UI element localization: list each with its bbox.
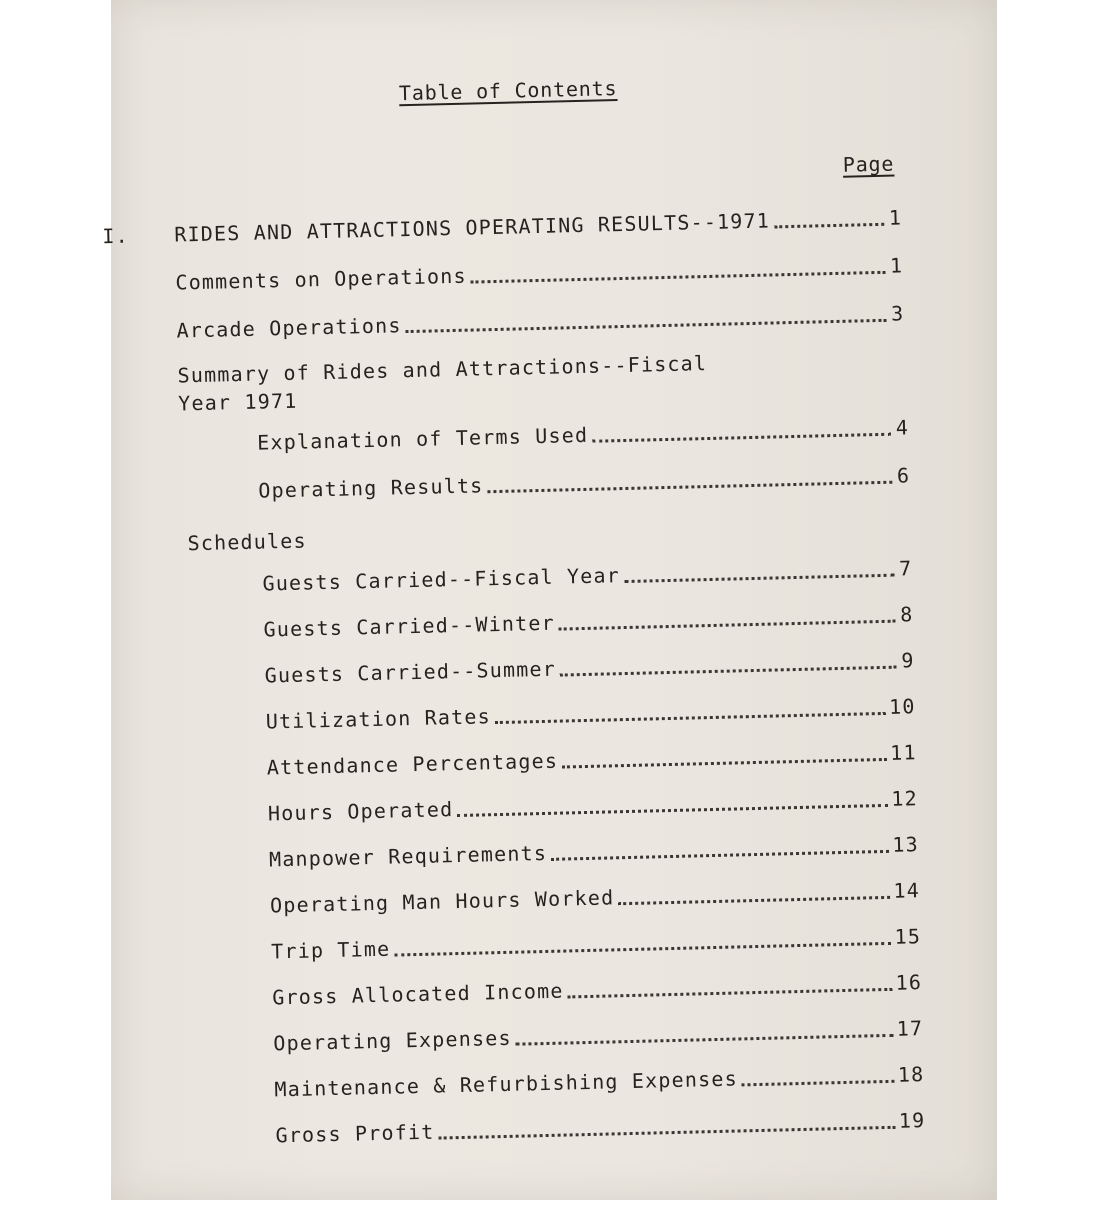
toc-entry	[263, 602, 913, 641]
entry-label: Explanation of Terms Used	[256, 422, 589, 455]
toc-entry	[264, 648, 914, 687]
entry-label: Maintenance & Refurbishing Expenses	[274, 1066, 739, 1102]
entry-page: 14	[893, 878, 921, 903]
entry-page: 7	[898, 556, 913, 581]
entry-page: 10	[888, 694, 916, 719]
entry-page: 12	[891, 786, 919, 811]
toc-entry	[267, 740, 917, 779]
entry-page: 6	[896, 463, 911, 488]
dot-leader	[551, 850, 888, 861]
entry-label: Gross Profit	[275, 1119, 435, 1148]
summary-heading-line2: Year 1971	[177, 388, 298, 416]
entry-page: 8	[899, 602, 914, 627]
entry-page: 3	[890, 301, 905, 326]
summary-heading-line1: Summary of Rides and Attractions--Fiscal	[177, 351, 708, 388]
toc-entry	[268, 786, 918, 825]
dot-leader	[624, 574, 894, 583]
entry-label: Attendance Percentages	[266, 748, 559, 780]
toc-content	[97, 0, 1011, 1210]
dot-leader	[495, 712, 885, 724]
dot-leader	[471, 271, 886, 284]
dot-leader	[560, 666, 897, 677]
page-column-header: Page	[842, 151, 895, 177]
entry-page: 1	[889, 253, 904, 278]
toc-entry	[275, 1108, 925, 1147]
toc-entry	[271, 924, 921, 963]
entry-label: Operating Results	[258, 473, 484, 503]
dot-leader	[406, 319, 887, 333]
dot-leader	[457, 804, 887, 817]
entry-label: Gross Allocated Income	[272, 978, 564, 1010]
entry-page: 4	[895, 415, 910, 440]
entry-page: 19	[898, 1108, 926, 1133]
toc-entry	[262, 556, 912, 595]
toc-entry	[266, 694, 916, 733]
dot-leader	[592, 433, 891, 443]
toc-entry	[272, 970, 922, 1009]
entry-page: 11	[889, 740, 917, 765]
dot-leader	[742, 1080, 894, 1087]
dot-leader	[559, 620, 896, 631]
section-number: I.	[102, 223, 130, 249]
toc-entry	[273, 1016, 923, 1055]
entry-label: Hours Operated	[267, 797, 454, 826]
section-row	[102, 205, 902, 248]
dot-leader	[618, 896, 889, 905]
section-title: RIDES AND ATTRACTIONS OPERATING RESULTS--1971	[174, 208, 771, 247]
entry-label: Operating Expenses	[273, 1025, 512, 1056]
toc-entry	[270, 878, 920, 917]
dot-leader	[439, 1126, 896, 1140]
toc-entry	[258, 463, 910, 502]
entry-label: Guests Carried--Winter	[263, 610, 556, 642]
entry-page: 17	[896, 1016, 924, 1041]
toc-entry	[257, 415, 909, 454]
toc-entry	[274, 1062, 924, 1101]
entry-label: Operating Man Hours Worked	[269, 885, 615, 918]
toc-entry	[176, 301, 904, 342]
entry-label: Guests Carried--Fiscal Year	[262, 563, 621, 596]
section-page: 1	[888, 205, 903, 230]
dot-leader	[562, 758, 886, 769]
toc-entry	[175, 253, 903, 294]
entry-label: Trip Time	[270, 936, 391, 964]
entry-page: 16	[895, 970, 923, 995]
entry-page: 15	[894, 924, 922, 949]
document-title: Table of Contents	[398, 76, 618, 106]
paper-sheet	[102, 0, 997, 1200]
dot-leader	[394, 942, 890, 957]
entry-label: Guests Carried--Summer	[264, 656, 557, 688]
entry-label: Manpower Requirements	[268, 840, 548, 872]
entry-label: Arcade Operations	[176, 313, 402, 343]
entry-page: 13	[892, 832, 920, 857]
dot-leader	[774, 223, 884, 229]
toc-entry	[269, 832, 919, 871]
dot-leader	[568, 988, 892, 999]
entry-page: 9	[900, 648, 915, 673]
dot-leader	[516, 1034, 893, 1046]
entry-label: Utilization Rates	[265, 704, 492, 734]
entry-label: Comments on Operations	[175, 263, 467, 295]
dot-leader	[488, 481, 893, 494]
entry-page: 18	[897, 1062, 925, 1087]
schedules-heading: Schedules	[187, 528, 307, 556]
